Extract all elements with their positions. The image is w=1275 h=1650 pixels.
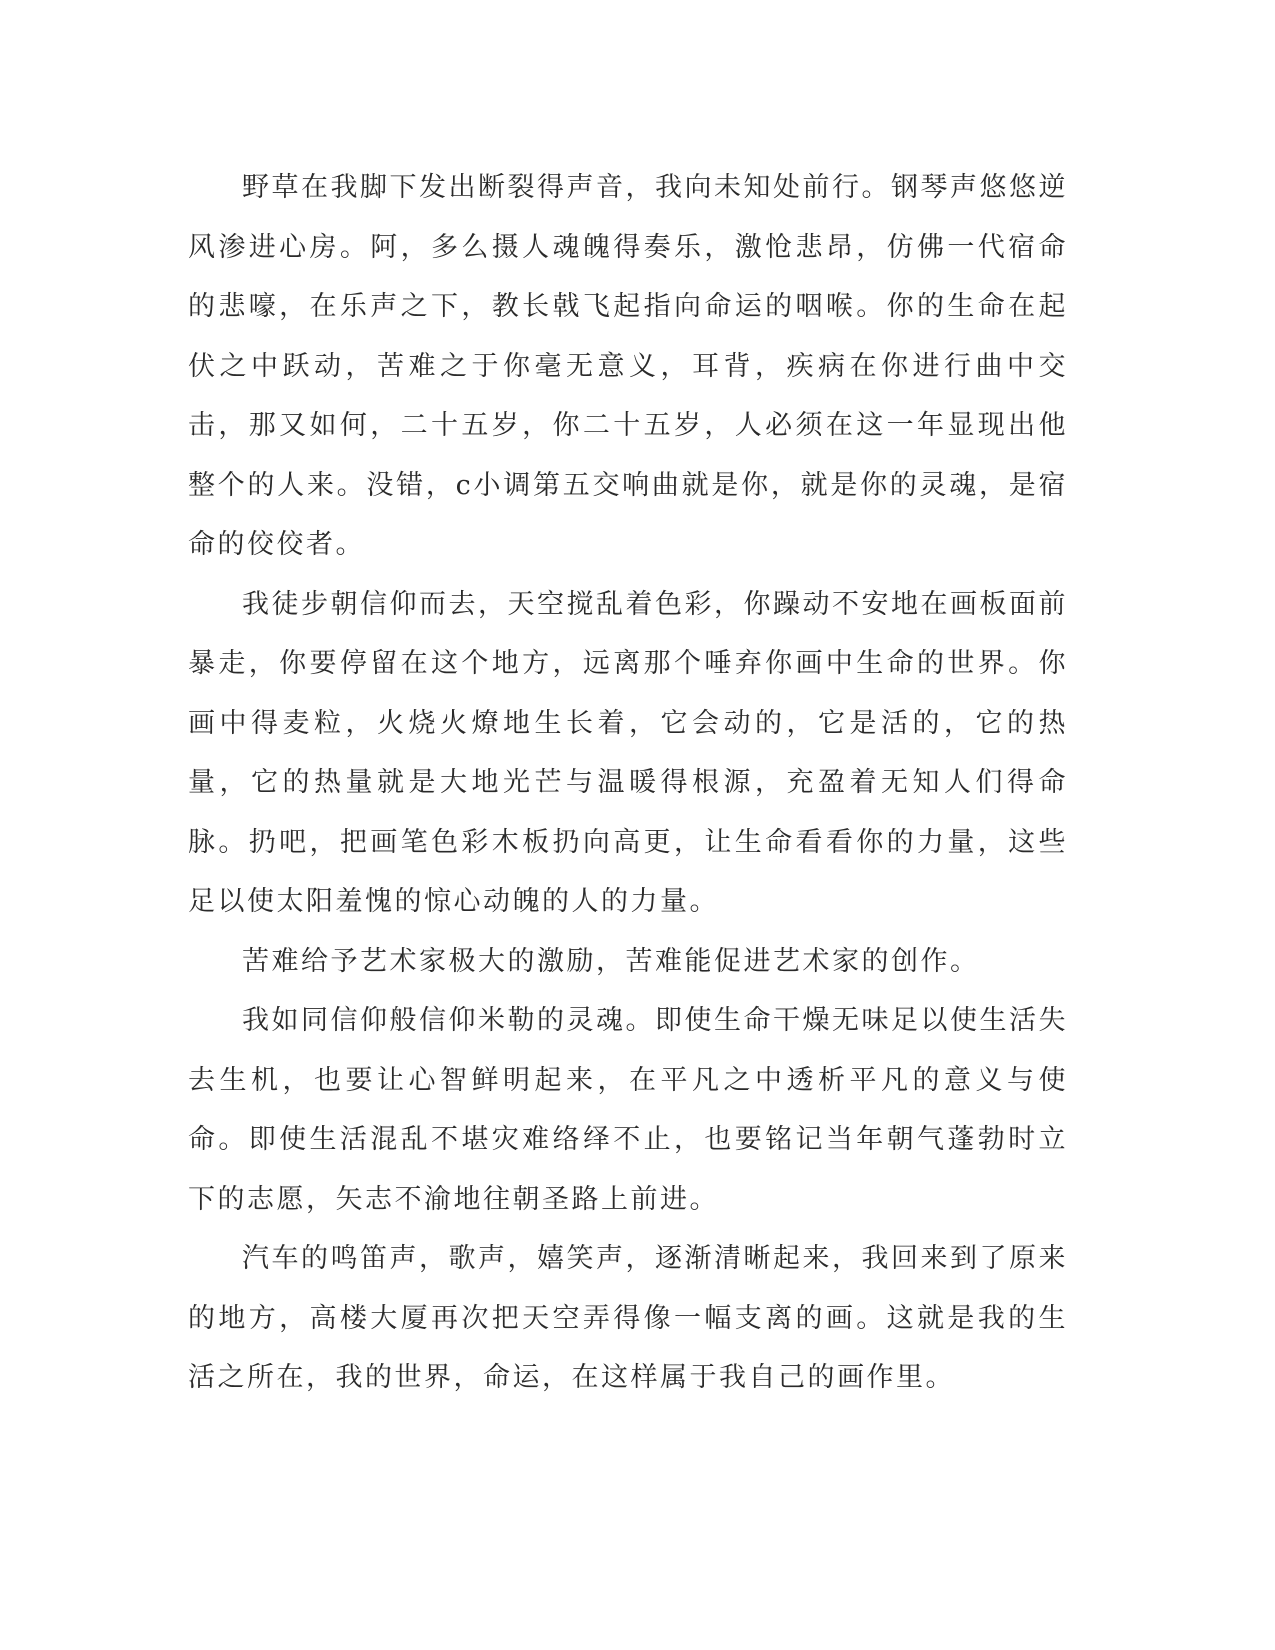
essay-body <box>188 158 1068 1408</box>
paragraph-4: 我如同信仰般信仰米勒的灵魂。即使生命干燥无味足以使生活失去生机，也要让心智鲜明起来，在平凡之中透析平凡的意义与使命。即使生活混乱不堪灾难络绎不止，也要铭记当年朝气蓬勃时立下的志愿，矢志不渝地往朝圣路上前进。 <box>188 1005 1068 1215</box>
paragraph-2: 我徒步朝信仰而去，天空搅乱着色彩，你躁动不安地在画板面前暴走，你要停留在这个地方，远离那个唾弃你画中生命的世界。你画中得麦粒，火烧火燎地生长着，它会动的，它是活的，它的热量，它的热量就是大地光芒与温暖得根源，充盈着无知人们得命脉。扔吧，把画笔色彩木板扔向高更，让生命看看你的力量，这些足以使太阳羞愧的惊心动魄的人的力量。 <box>188 588 1068 917</box>
paragraph-5: 汽车的鸣笛声，歌声，嬉笑声，逐渐清晰起来，我回来到了原来的地方，高楼大厦再次把天空弄得像一幅支离的画。这就是我的生活之所在，我的世界，命运，在这样属于我自己的画作里。 <box>188 1243 1068 1393</box>
paragraph-3: 苦难给予艺术家极大的激励，苦难能促进艺术家的创作。 <box>242 945 980 977</box>
paragraph-1: 野草在我脚下发出断裂得声音，我向未知处前行。钢琴声悠悠逆风渗进心房。阿，多么摄人魂魄得奏乐，激怆悲昂，仿佛一代宿命的悲嚎，在乐声之下，教长戟飞起指向命运的咽喉。你的生命在起伏之中跃动，苦难之于你毫无意义，耳背，疾病在你进行曲中交击，那又如何，二十五岁，你二十五岁，人必须在这一年显现出他整个的人来。没错，c小调第五交响曲就是你，就是你的灵魂，是宿命的佼佼者。 <box>188 172 1068 560</box>
